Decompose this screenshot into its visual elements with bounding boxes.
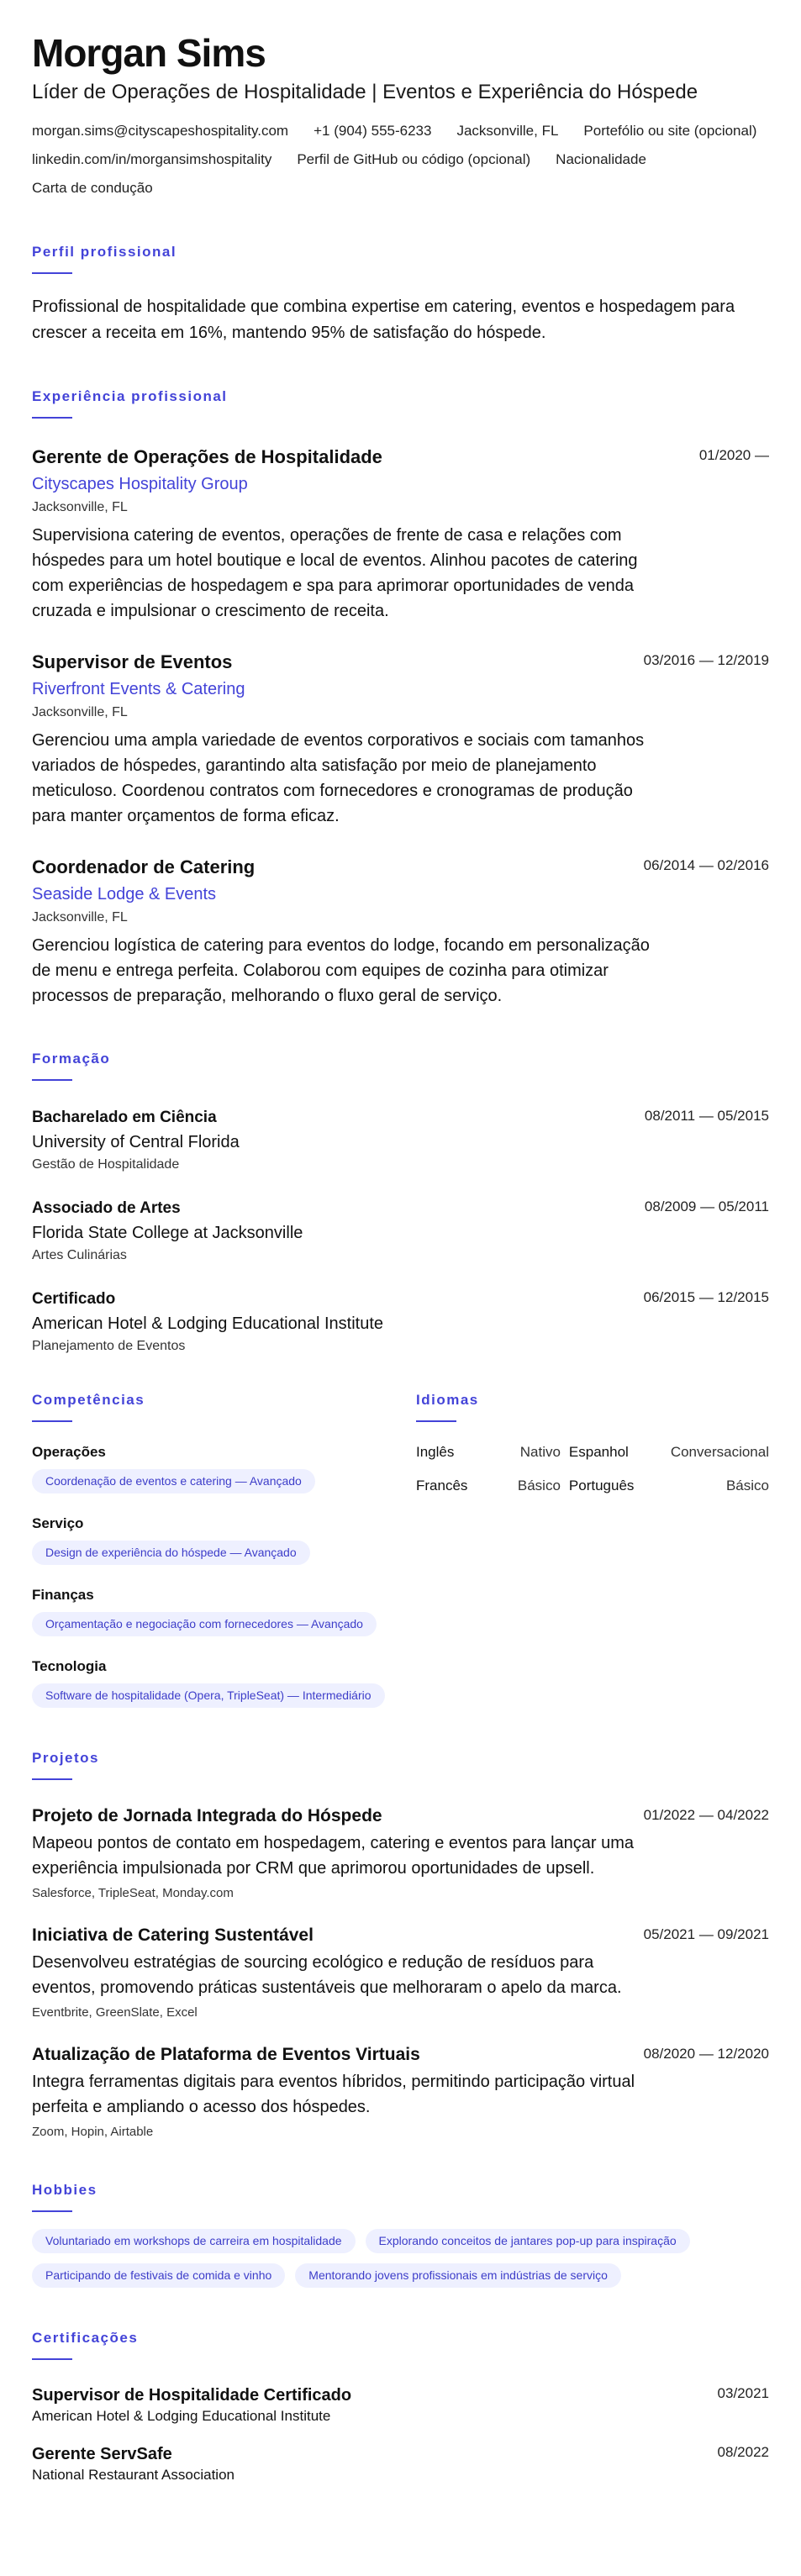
project-description: Desenvolveu estratégias de sourcing ecológico e redução de resíduos para eventos, promovendo práticas sustentáveis que melhoraram o apelo da marca. [32, 1953, 622, 1997]
profile-summary: Profissional de hospitalidade que combina expertise em catering, eventos e hospedagem para crescer a receita em 16%, mantendo 95% de satisfação do hóspede. [32, 298, 735, 342]
language-level: Básico [517, 1478, 561, 1493]
education-date: 08/2011 — 05/2015 [644, 1108, 769, 1124]
job-title: Supervisor de Eventos [32, 651, 233, 672]
education-school: Florida State College at Jacksonville [32, 1224, 303, 1242]
skill-category: Serviço [32, 1515, 84, 1531]
contact-email[interactable]: morgan.sims@cityscapeshospitality.com [32, 123, 289, 139]
skill-category: Finanças [32, 1587, 94, 1603]
hobbies-section [32, 2182, 769, 2288]
education-date: 06/2015 — 12/2015 [643, 1289, 769, 1305]
education-entry [32, 1198, 769, 1264]
job-company: Seaside Lodge & Events [32, 885, 217, 903]
job-location: Jacksonville, FL [32, 705, 128, 719]
contact-driving-license: Carta de condução [32, 180, 153, 196]
section-title: Certificações [32, 2330, 139, 2346]
certification-date: 08/2022 [717, 2444, 769, 2460]
project-date: 08/2020 — 12/2020 [643, 2046, 769, 2062]
hobby-pill: Mentorando jovens profissionais em indústrias de serviço [295, 2263, 621, 2288]
section-divider [32, 272, 72, 274]
skill-pill: Coordenação de eventos e catering — Avançado [32, 1469, 315, 1493]
job-date: 06/2014 — 02/2016 [643, 857, 769, 873]
certification-entry [32, 2444, 769, 2484]
skills-section [32, 1392, 385, 1708]
job-entry [32, 445, 769, 624]
certification-name: Supervisor de Hospitalidade Certificado [32, 2386, 352, 2405]
section-divider [32, 2358, 72, 2360]
project-tech: Zoom, Hopin, Airtable [32, 2125, 154, 2139]
language-level: Básico [725, 1478, 769, 1493]
section-title: Projetos [32, 1750, 100, 1766]
project-tech: Eventbrite, GreenSlate, Excel [32, 2005, 198, 2020]
candidate-headline: Líder de Operações de Hospitalidade | Eventos e Experiência do Hóspede [32, 81, 698, 103]
language-name: Inglês [416, 1444, 455, 1460]
contact-phone[interactable]: +1 (904) 555-6233 [314, 123, 432, 139]
skill-pill: Software de hospitalidade (Opera, TripleSeat) — Intermediário [32, 1683, 385, 1708]
languages-grid [416, 1444, 769, 1494]
job-location: Jacksonville, FL [32, 500, 128, 514]
project-date: 05/2021 — 09/2021 [643, 1926, 769, 1942]
project-description: Mapeou pontos de contato em hospedagem, catering e eventos para lançar uma experiência impulsionada por CRM que aprimorou oportunidades de upsell. [32, 1834, 635, 1878]
project-date: 01/2022 — 04/2022 [643, 1807, 769, 1823]
skills-languages-row [32, 1392, 769, 1708]
section-divider [32, 1079, 72, 1081]
skill-category: Operações [32, 1444, 106, 1460]
section-title: Perfil profissional [32, 244, 177, 260]
education-field: Planejamento de Eventos [32, 1339, 186, 1353]
language-name: Português [568, 1478, 635, 1493]
language-name: Francês [416, 1478, 468, 1493]
job-date: 01/2020 — [698, 447, 769, 463]
education-section [32, 1051, 769, 1355]
languages-section [416, 1392, 769, 1708]
education-entry [32, 1289, 769, 1355]
job-entry [32, 651, 769, 829]
section-title: Hobbies [32, 2182, 97, 2198]
education-degree: Certificado [32, 1290, 116, 1308]
certification-date: 03/2021 [717, 2385, 769, 2401]
section-title: Formação [32, 1051, 111, 1067]
job-description: Gerenciou logística de catering para eventos do lodge, focando em personalização de menu e entrega perfeita. Colaborou com equipes de cozinha para otimizar processos de preparação, melhorando o fluxo geral de serviço. [32, 936, 650, 1005]
section-divider [32, 417, 72, 419]
education-entry [32, 1108, 769, 1173]
hobby-pill: Voluntariado em workshops de carreira em hospitalidade [32, 2229, 356, 2253]
education-date: 08/2009 — 05/2011 [644, 1198, 769, 1214]
project-entry [32, 1925, 769, 2020]
language-level: Nativo [519, 1444, 561, 1460]
certification-name: Gerente ServSafe [32, 2445, 172, 2463]
section-title: Experiência profissional [32, 388, 228, 404]
project-title: Projeto de Jornada Integrada do Hóspede [32, 1806, 382, 1825]
project-title: Atualização de Plataforma de Eventos Virtuais [32, 2045, 420, 2064]
project-entry [32, 2044, 769, 2140]
language-name: Espanhol [568, 1444, 629, 1460]
education-school: American Hotel & Lodging Educational Institute [32, 1314, 384, 1333]
job-title: Gerente de Operações de Hospitalidade [32, 446, 382, 467]
project-title: Iniciativa de Catering Sustentável [32, 1925, 314, 1945]
certification-issuer: National Restaurant Association [32, 2467, 235, 2483]
projects-section [32, 1750, 769, 2140]
job-company: Cityscapes Hospitality Group [32, 475, 248, 493]
section-divider [32, 2210, 72, 2212]
skill-pill: Design de experiência do hóspede — Avançado [32, 1541, 310, 1565]
certifications-section [32, 2330, 769, 2484]
skill-pill: Orçamentação e negociação com fornecedores — Avançado [32, 1612, 377, 1636]
job-description: Supervisiona catering de eventos, operações de frente de casa e relações com hóspedes para um hotel boutique e local de eventos. Alinhou pacotes de catering com experiências de hospedagem e spa para aprimorar oportunidades de venda cruzada e impulsionar o crescimento de receita. [32, 526, 638, 620]
education-field: Gestão de Hospitalidade [32, 1157, 180, 1172]
education-field: Artes Culinárias [32, 1248, 127, 1262]
skill-category: Tecnologia [32, 1658, 107, 1674]
hobby-pill: Participando de festivais de comida e vinho [32, 2263, 285, 2288]
contact-github[interactable]: Perfil de GitHub ou código (opcional) [297, 151, 531, 167]
hobby-pill: Explorando conceitos de jantares pop-up para inspiração [366, 2229, 690, 2253]
profile-section [32, 244, 769, 346]
project-entry [32, 1805, 769, 1901]
job-entry [32, 856, 769, 1009]
education-degree: Bacharelado em Ciência [32, 1109, 217, 1126]
section-title: Idiomas [416, 1392, 479, 1408]
section-divider [32, 1778, 72, 1780]
project-tech: Salesforce, TripleSeat, Monday.com [32, 1886, 234, 1900]
job-title: Coordenador de Catering [32, 856, 256, 877]
job-description: Gerenciou uma ampla variedade de eventos corporativos e sociais com tamanhos variados de hóspedes, garantindo alta satisfação por meio de planejamento meticuloso. Coordenou contratos com fornecedores e cronogramas de produção para manter orçamentos de forma eficaz. [32, 731, 645, 825]
certification-issuer: American Hotel & Lodging Educational Institute [32, 2408, 331, 2424]
certification-entry [32, 2385, 769, 2426]
contact-portfolio[interactable]: Portefólio ou site (opcional) [583, 123, 757, 139]
contact-linkedin[interactable]: linkedin.com/in/morgansimshospitality [32, 151, 272, 167]
language-level: Conversacional [670, 1444, 769, 1460]
education-degree: Associado de Artes [32, 1199, 181, 1217]
candidate-name: Morgan Sims [32, 31, 266, 75]
experience-section [32, 388, 769, 1009]
contact-nationality: Nacionalidade [556, 151, 646, 167]
section-divider [416, 1420, 456, 1422]
job-company: Riverfront Events & Catering [32, 680, 245, 698]
section-title: Competências [32, 1392, 145, 1408]
hobbies-list [32, 2229, 769, 2288]
education-school: University of Central Florida [32, 1133, 240, 1151]
job-date: 03/2016 — 12/2019 [643, 652, 769, 668]
job-location: Jacksonville, FL [32, 910, 128, 925]
contact-location: Jacksonville, FL [456, 123, 559, 139]
contact-list [32, 123, 769, 197]
resume-header [32, 30, 769, 197]
section-divider [32, 1420, 72, 1422]
project-description: Integra ferramentas digitais para eventos híbridos, permitindo participação virtual perfeita e ampliando o acesso dos hóspedes. [32, 2073, 635, 2116]
